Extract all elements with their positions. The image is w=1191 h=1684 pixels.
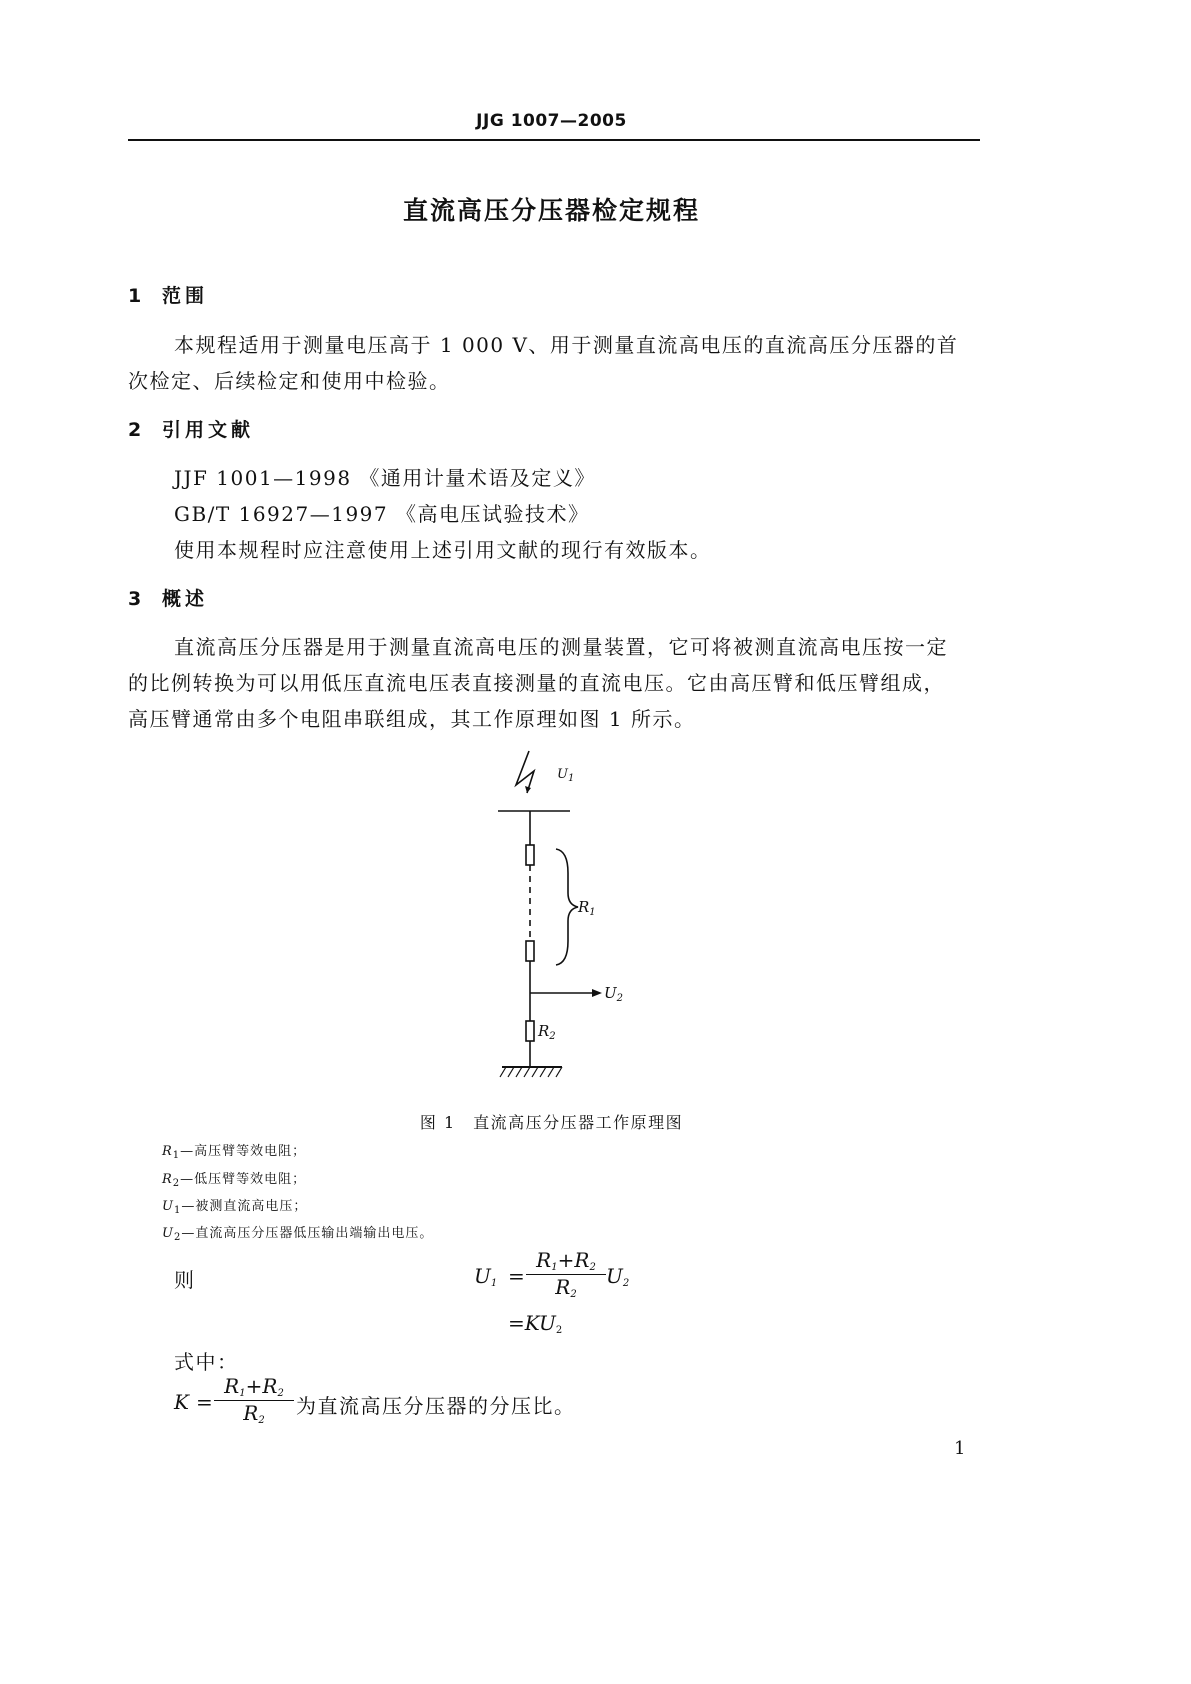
- section-number: 2: [128, 419, 142, 441]
- section-number: 1: [128, 285, 142, 307]
- resistor-r2: [526, 1021, 534, 1041]
- header-rule: [128, 139, 980, 141]
- resistor-r1-bottom: [526, 941, 534, 961]
- legend-item: $R_1—$高压臂等效电阻；: [162, 1144, 307, 1161]
- section-heading-1: [128, 281, 208, 308]
- overview-line-2: 的比例转换为可以用低压直流电压表直接测量的直流电压。它由高压臂和低压臂组成，: [128, 671, 945, 695]
- lightning-symbol: [516, 751, 534, 793]
- label-u2: $U_2$: [604, 984, 624, 1004]
- k-description: 为直流高压分压器的分压比。: [296, 1394, 576, 1418]
- label-r1: $R_1$: [578, 898, 596, 918]
- section-heading-2: [128, 415, 254, 442]
- document-title: 直流高压分压器检定规程: [402, 196, 700, 225]
- k-numerator: $R_1+R_2$: [224, 1374, 284, 1399]
- ground-hatching: [500, 1067, 562, 1077]
- scope-line-2: 次检定、后续检定和使用中检验。: [128, 369, 451, 393]
- section-heading-3: [128, 584, 208, 611]
- section-number: 3: [128, 588, 142, 610]
- running-header: JJG 1007—2005: [476, 111, 627, 131]
- r1-brace: [556, 849, 578, 965]
- eq-lhs-u1: $U_1$: [474, 1264, 498, 1289]
- overview-line-3: 高压臂通常由多个电阻串联组成，其工作原理如图 1 所示。: [128, 707, 696, 731]
- eq-fraction: [526, 1248, 606, 1300]
- equation-where: 式中：: [174, 1350, 239, 1374]
- scope-line-1: 本规程适用于测量电压高于 1 000 V、用于测量直流高电压的直流高压分压器的首: [174, 333, 959, 357]
- section-title: 概述: [162, 588, 209, 610]
- eq-equals: =: [508, 1264, 525, 1288]
- k-fraction: [214, 1374, 294, 1426]
- section-title: 引用文献: [162, 419, 255, 441]
- output-arrowhead: [592, 989, 602, 997]
- k-denominator: $R_2$: [243, 1401, 265, 1426]
- page-number: 1: [954, 1438, 966, 1459]
- figure-caption: 图 1 直流高压分压器工作原理图: [419, 1113, 684, 1132]
- overview-line-1: 直流高压分压器是用于测量直流高电压的测量装置，它可将被测直流高电压按一定: [174, 635, 948, 659]
- k-symbol: K: [174, 1390, 189, 1414]
- reference-1: JJF 1001—1998 《通用计量术语及定义》: [174, 466, 596, 490]
- eq-denominator: $R_2$: [555, 1275, 577, 1300]
- k-equals: =: [196, 1390, 213, 1414]
- legend-item: $R_2—$低压臂等效电阻；: [162, 1172, 307, 1189]
- legend-item: $U_1—$被测直流高电压；: [162, 1199, 308, 1216]
- reference-note: 使用本规程时应注意使用上述引用文献的现行有效版本。: [174, 538, 712, 562]
- section-title: 范围: [162, 285, 209, 307]
- divider-circuit-diagram: [470, 745, 670, 1095]
- label-u1: $U_1$: [557, 767, 575, 784]
- eq-numerator: $R_1+R_2$: [536, 1248, 596, 1273]
- label-r2: $R_2$: [538, 1022, 556, 1042]
- equation-then: 则: [174, 1268, 196, 1292]
- resistor-r1-top: [526, 845, 534, 865]
- eq-second-line: $=KU_2$: [508, 1311, 563, 1336]
- eq-u2: $U_2$: [606, 1264, 630, 1289]
- legend-item: $U_2—$直流高压分压器低压输出端输出电压。: [162, 1226, 434, 1243]
- reference-2: GB/T 16927—1997 《高电压试验技术》: [174, 502, 590, 526]
